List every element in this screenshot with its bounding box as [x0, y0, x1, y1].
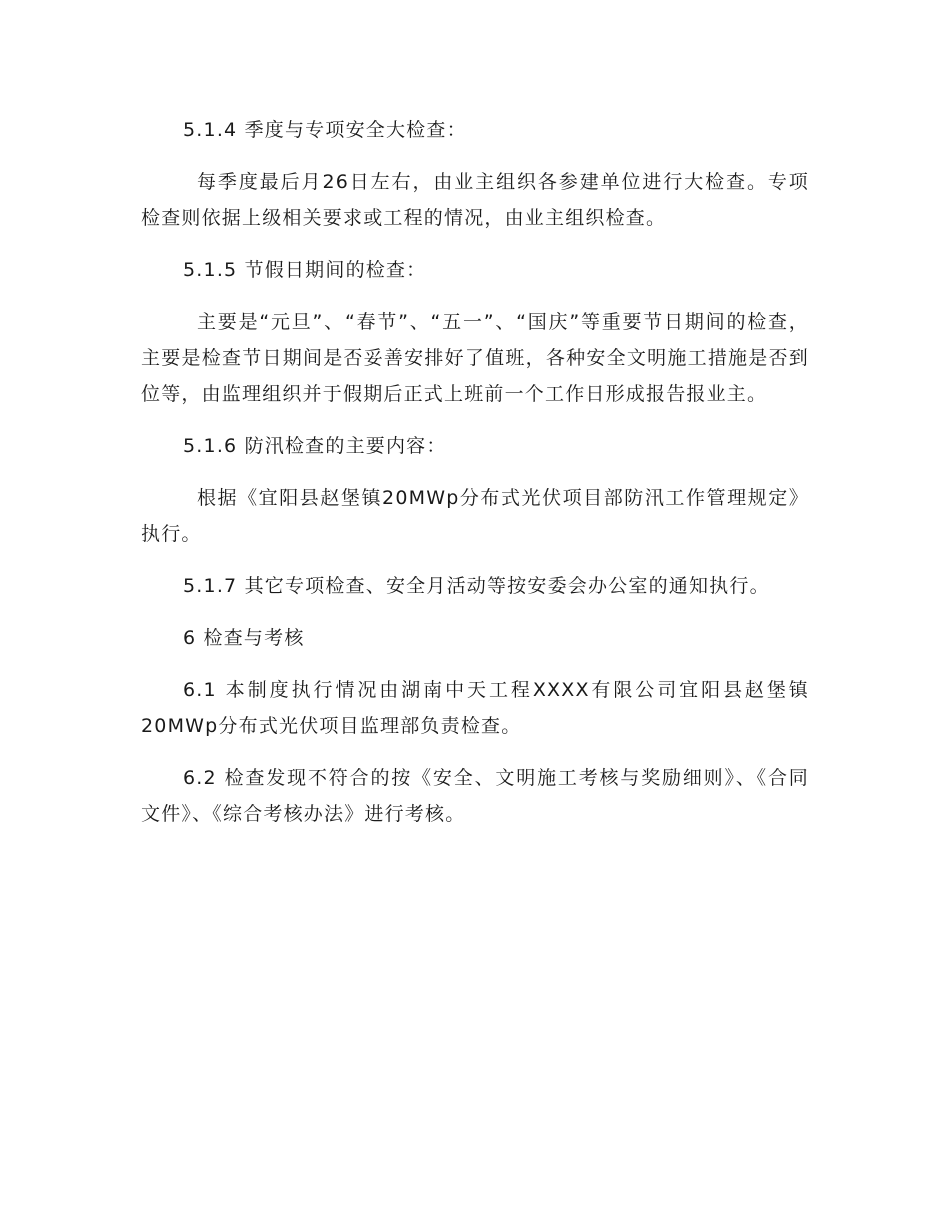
- document-body: [141, 112, 809, 848]
- clause-6-1-text: 6.1 本制度执行情况由湖南中天工程XXXX有限公司宜阳县赵堡镇20MWp分布式光伏项目监理部负责检查。: [141, 679, 809, 737]
- clause-5-1-6-heading: 5.1.6 防汛检查的主要内容：: [183, 435, 447, 457]
- clause-5-1-4-heading: 5.1.4 季度与专项安全大检查：: [183, 119, 467, 141]
- clause-5-1-6-text: 根据《宜阳县赵堡镇20MWp分布式光伏项目部防汛工作管理规定》执行。: [141, 487, 809, 545]
- clause-6-2-text: 6.2 检查发现不符合的按《安全、文明施工考核与奖励细则》、《合同文件》、《综合考核办法》进行考核。: [141, 767, 809, 825]
- clause-5-1-5-heading: 5.1.5 节假日期间的检查：: [183, 259, 427, 281]
- clause-5-1-5-text: 主要是“元旦”、“春节”、“五一”、“国庆”等重要节日期间的检查，主要是检查节日期间是否妥善安排好了值班，各种安全文明施工措施是否到位等，由监理组织并于假期后正式上班前一个工作日形成报告报业主。: [141, 311, 809, 405]
- clause-5-1-7-text: 5.1.7 其它专项检查、安全月活动等按安委会办公室的通知执行。: [183, 575, 770, 597]
- clause-5-1-4-text: 每季度最后月26日左右，由业主组织各参建单位进行大检查。专项检查则依据上级相关要求或工程的情况，由业主组织检查。: [141, 171, 809, 229]
- section-6-heading: 6 检查与考核: [183, 627, 305, 649]
